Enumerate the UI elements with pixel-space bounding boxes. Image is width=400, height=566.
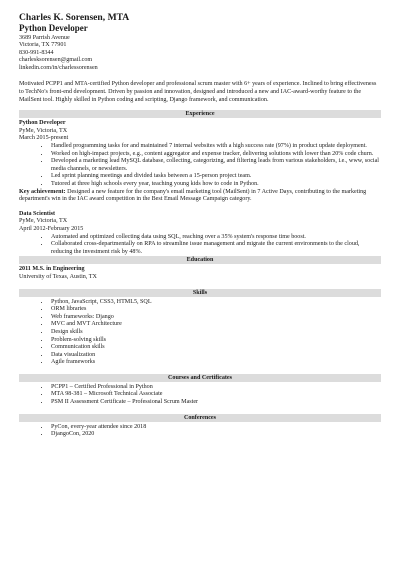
candidate-name: Charles K. Sorensen, MTA (19, 12, 130, 23)
list-item: • Automated and optimized collecting data using SQL, reaching over a 35% system's response time boost. (50, 234, 381, 242)
list-item: • Collaborated cross-departmentally on RPA to streamline issue management and migrate the current environments to the cloud, reducing the investment risk by 48%. (50, 241, 381, 256)
degree: 2011 M.S. in Engineering (19, 266, 85, 273)
list-item: • PyCon, every-year attendee since 2018 (50, 424, 381, 432)
list-item: • Design skills (50, 329, 381, 337)
list-item: • MVC and MVT Architecture (50, 321, 381, 329)
list-item: • DjangoCon, 2020 (50, 431, 381, 439)
list-item: • MTA 98-381 – Microsoft Technical Associate (50, 391, 381, 399)
job-entry (19, 211, 381, 257)
key-achievement-label: Key achievement: (19, 188, 66, 195)
key-achievement-text: Designed a new feature for the company's email marketing tool (MailSent) in 7 Active Days, contributing to the marketing department's win in the IAC award competition in the Best Email Message Campaign category. (19, 188, 367, 203)
list-item: • Data visualization (50, 352, 381, 360)
job-dates: March 2015-present (19, 135, 69, 142)
job-title: Data Scientist (19, 210, 56, 217)
list-item: • Web frameworks: Django (50, 314, 381, 322)
list-item: • Handled programming tasks for and maintained 7 internal websites with a high success rate (97%) in product update deployment. (50, 143, 381, 151)
list-item: • PSM II Assessment Certificate – Professional Scrum Master (50, 399, 381, 407)
conferences-list (19, 424, 381, 439)
skills-list (19, 299, 381, 367)
list-item: • Tutored at three high schools every year, teaching young kids how to code in Python. (50, 181, 381, 189)
contact-block (19, 35, 381, 73)
list-item: • Led sprint planning meetings and divided tasks between a 15-person project team. (50, 173, 381, 181)
key-achievement (19, 189, 381, 204)
section-header-courses: Courses and Certificates (19, 374, 381, 382)
list-item: • ORM libraries (50, 306, 381, 314)
job-company: PyMe, Victoria, TX (19, 218, 68, 225)
section-header-experience: Experience (19, 110, 381, 118)
job-title: Python Developer (19, 120, 66, 127)
courses-list (19, 384, 381, 407)
candidate-title: Python Developer (19, 23, 88, 33)
section-header-conferences: Conferences (19, 414, 381, 422)
section-header-skills: Skills (19, 289, 381, 297)
list-item: • Developed a marketing lead MySQL database, collecting, categorizing, and filtering leads from various stakeholders, i.e., www, social media channels, or newsletters. (50, 158, 381, 173)
section-header-education: Education (19, 256, 381, 264)
school: University of Texas, Austin, TX (19, 273, 97, 280)
email-link[interactable]: charlesksorensen@gmail.com (19, 57, 93, 64)
list-item: • Python, JavaScript, CSS3, HTML5, SQL (50, 299, 381, 307)
list-item: • Agile frameworks (50, 359, 381, 367)
summary-paragraph: Motivated PCPP1 and MTA-certified Python developer and professional scrum master with 6+ years of experience. Inclined to bring effectiveness to TechNo's front-end development. Driven by passion and innovation, designed and introduced a new and IAC-award-worthy feature to the MailSent tool. Highly skilled in Python coding and scripting, Django framework, and communication. (19, 81, 377, 103)
job-dates: April 2012-February 2015 (19, 225, 84, 232)
list-item: • PCPP1 – Certified Professional in Python (50, 384, 381, 392)
job-bullets (19, 234, 381, 257)
job-entry (19, 120, 381, 204)
address-line: 3689 Parrish Avenue (19, 34, 70, 41)
list-item: • Problem-solving skills (50, 337, 381, 345)
linkedin-link[interactable]: linkedin.com/in/charlessorensen (19, 64, 98, 71)
city-line: Victoria, TX 77901 (19, 42, 67, 49)
job-company: PyMe, Victoria, TX (19, 127, 68, 134)
phone: 830-991-8344 (19, 49, 54, 56)
list-item: • Worked on high-impact projects, e.g., content aggregator and expense tracker, delivering solutions with lower than 20% code churn. (50, 151, 381, 159)
list-item: • Communication skills (50, 344, 381, 352)
resume-header (19, 12, 381, 72)
job-bullets (19, 143, 381, 189)
